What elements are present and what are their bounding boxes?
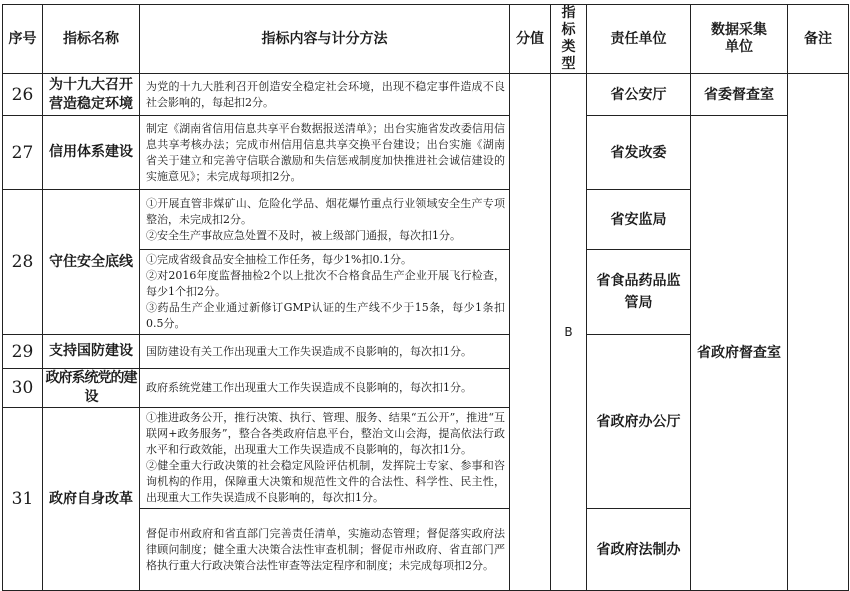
header-type: 指标类型 (551, 5, 587, 74)
row-number: 29 (3, 335, 43, 369)
responsible-unit: 省发改委 (587, 116, 691, 190)
indicator-content: 制定《湖南省信用信息共享平台数据报送清单》；出台实施省发改委信用信息共享考核办法；完成市州信用信息共享交换平台建设；出台实施《湖南省关于建立和完善守信联合激励和失信惩戒制度加快推进社会诚信建设的实施意见》；未完成每项扣2分。 (140, 116, 510, 190)
header-content: 指标内容与计分方法 (140, 5, 510, 74)
indicator-content (140, 190, 510, 250)
responsible-unit: 省政府法制办 (587, 509, 691, 591)
header-name: 指标名称 (43, 5, 140, 74)
indicator-table (2, 4, 849, 591)
content-line: ③药品生产企业通过新修订GMP认证的生产线不少于15条，每少1条扣0.5分。 (146, 301, 505, 330)
content-line: ②健全重大行政决策的社会稳定风险评估机制，发挥院士专家、参事和咨询机构的作用，保障重大决策和规范性文件的合法性、科学性、民主性，出现重大工作失误造成不良影响的，每次扣1分。 (146, 459, 505, 504)
table-row (3, 116, 849, 190)
content-line: ②安全生产事故应急处置不及时，被上级部门通报，每次扣1分。 (146, 228, 461, 242)
indicator-content: 政府系统党建工作出现重大工作失误造成不良影响的，每次扣1分。 (140, 369, 510, 408)
header-unit: 责任单位 (587, 5, 691, 74)
indicator-content (140, 250, 510, 335)
indicator-name: 为十九大召开营造稳定环境 (43, 74, 140, 116)
content-line: ①开展直管非煤矿山、危险化学品、烟花爆竹重点行业领域安全生产专项整治，未完成扣2分。 (146, 196, 505, 226)
score-cell (510, 74, 551, 591)
indicator-name: 政府自身改革 (43, 408, 140, 591)
responsible-unit: 省公安厅 (587, 74, 691, 116)
header-data: 数据采集单位 (691, 5, 788, 74)
data-unit: 省委督查室 (691, 74, 788, 116)
indicator-content: 为党的十九大胜利召开创造安全稳定社会环境，出现不稳定事件造成不良社会影响的，每起扣2分。 (140, 74, 510, 116)
row-number: 27 (3, 116, 43, 190)
row-number: 26 (3, 74, 43, 116)
header-score: 分值 (510, 5, 551, 74)
responsible-unit: 省食品药品监管局 (587, 250, 691, 335)
row-number: 30 (3, 369, 43, 408)
header-row (3, 5, 849, 74)
table-row (3, 74, 849, 116)
indicator-content: 国防建设有关工作出现重大工作失误造成不良影响的，每次扣1分。 (140, 335, 510, 369)
content-line: 督促市州政府和省直部门完善责任清单，实施动态管理；督促落实政府法律顾问制度；健全重大决策合法性审查机制；督促市州政府、省直部门严格执行重大行政决策合法性审查等法定程序和制度；未完成每项扣2分。 (146, 526, 505, 572)
remark-cell (788, 74, 849, 591)
indicator-content (140, 408, 510, 509)
row-number: 31 (3, 408, 43, 591)
data-unit: 省政府督查室 (691, 116, 788, 591)
indicator-content (140, 509, 510, 591)
indicator-type: B (551, 74, 587, 591)
row-number: 28 (3, 190, 43, 335)
responsible-unit: 省政府办公厅 (587, 335, 691, 509)
header-no: 序号 (3, 5, 43, 74)
indicator-name: 信用体系建设 (43, 116, 140, 190)
indicator-name: 支持国防建设 (43, 335, 140, 369)
indicator-name: 守住安全底线 (43, 190, 140, 335)
content-line: ①推进政务公开，推行决策、执行、管理、服务、结果“五公开”，推进“互联网+政务服务”，整合各类政府信息平台，整治文山会海，提高依法行政水平和行政效能，出现重大工作失误造成不良影响的，每次扣1分。 (146, 411, 505, 456)
content-line: ②对2016年度监督抽检2个以上批次不合格食品生产企业开展飞行检查，每少1个扣2分。 (146, 269, 505, 298)
content-line: ①完成省级食品安全抽检工作任务，每少1%扣0.1分。 (146, 253, 412, 266)
responsible-unit: 省安监局 (587, 190, 691, 250)
header-remark: 备注 (788, 5, 849, 74)
indicator-name: 政府系统党的建设 (43, 369, 140, 408)
